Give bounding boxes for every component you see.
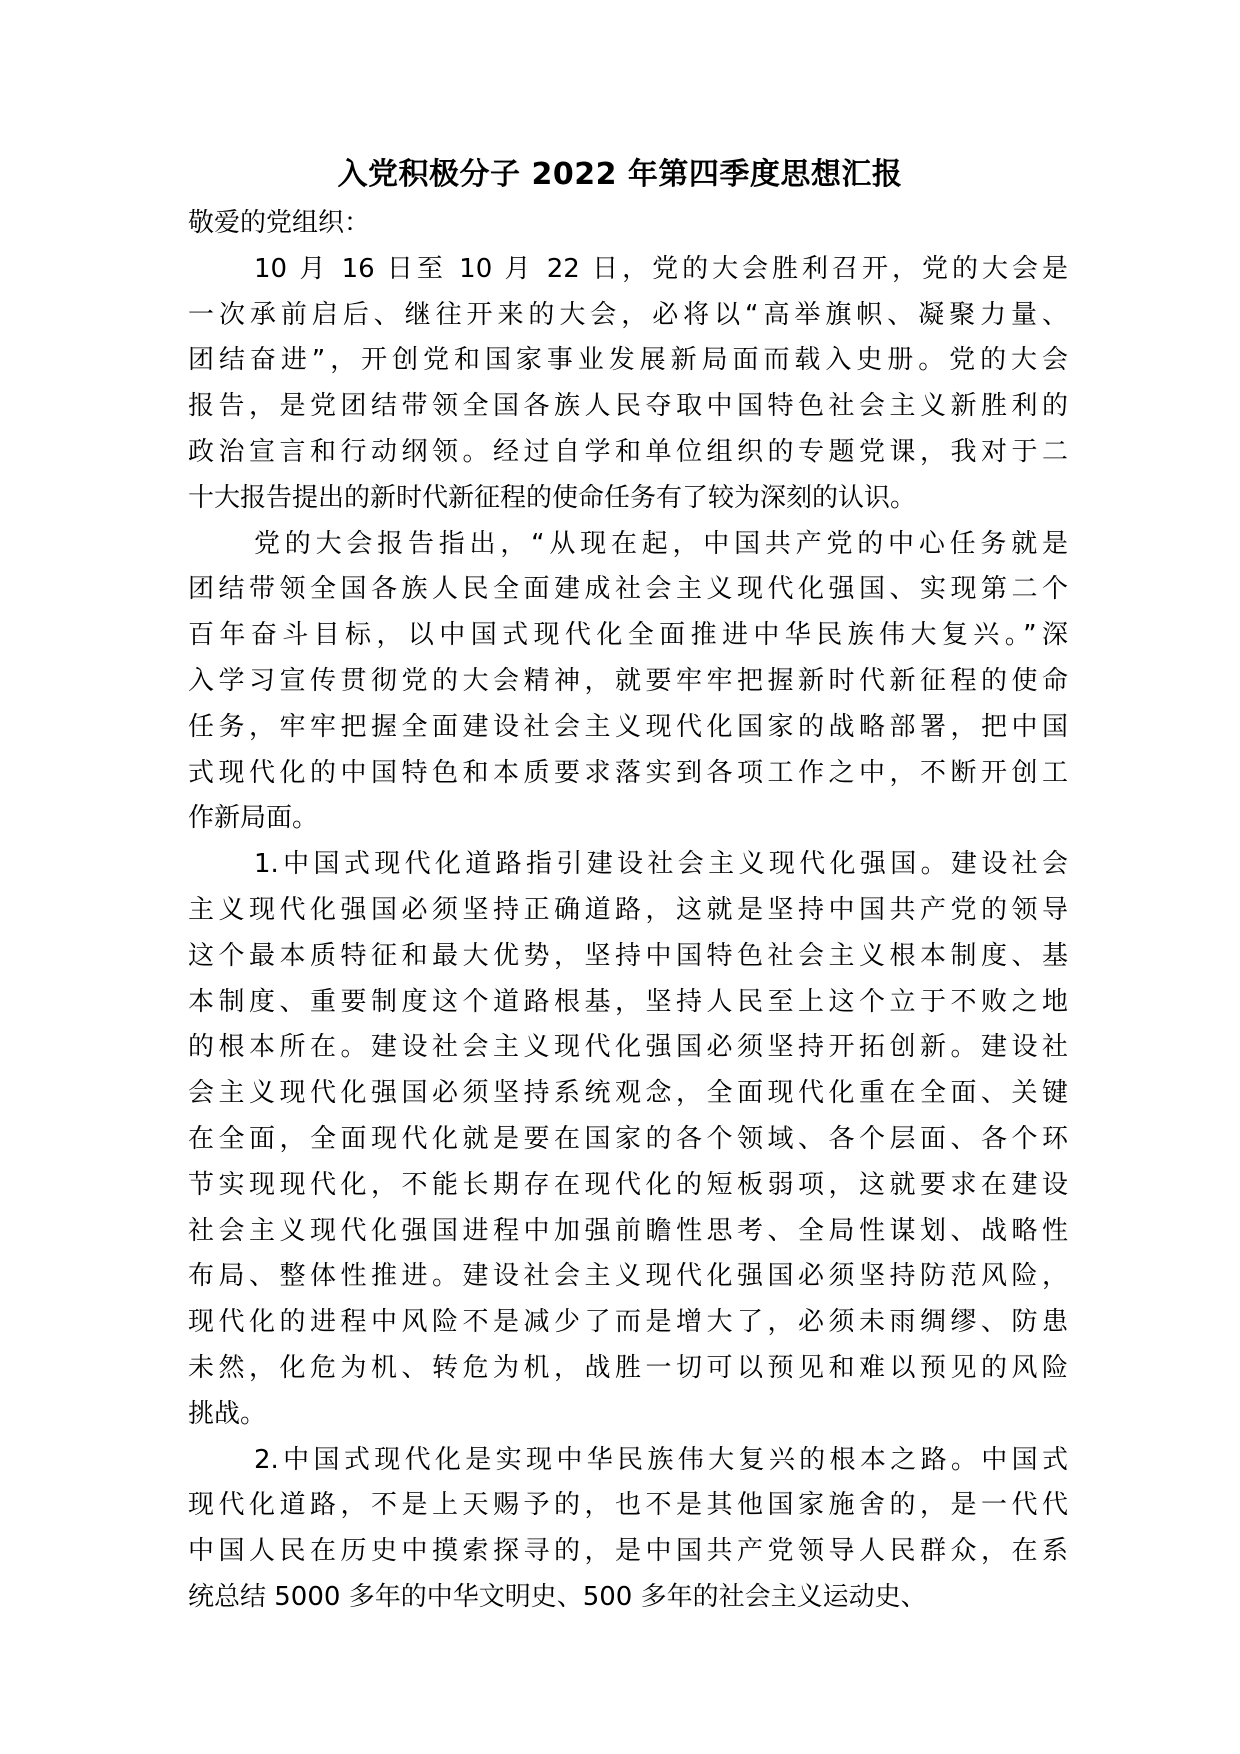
paragraph-line: 团结带领全国各族人民全面建成社会主义现代化强国、实现第二个	[188, 574, 1068, 605]
document-title: 入党积极分子 2022 年第四季度思想汇报	[337, 157, 903, 192]
paragraph-line: 主义现代化强国必须坚持正确道路，这就是坚持中国共产党的领导	[188, 894, 1068, 925]
paragraph-line: 1.中国式现代化道路指引建设社会主义现代化强国。建设社会	[254, 849, 1068, 880]
paragraph-line: 统总结 5000 多年的中华文明史、500 多年的社会主义运动史、	[188, 1581, 927, 1612]
paragraph-line: 现代化的进程中风险不是减少了而是增大了，必须未雨绸缪、防患	[188, 1307, 1068, 1338]
paragraph-line: 社会主义现代化强国进程中加强前瞻性思考、全局性谋划、战略性	[188, 1215, 1068, 1246]
paragraph-line: 百年奋斗目标，以中国式现代化全面推进中华民族伟大复兴。”深	[188, 620, 1068, 651]
paragraph-line: 这个最本质特征和最大优势，坚持中国特色社会主义根本制度、基	[188, 940, 1068, 971]
paragraph	[188, 842, 1068, 1437]
paragraph-line: 的根本所在。建设社会主义现代化强国必须坚持开拓创新。建设社	[188, 1032, 1068, 1063]
document-body	[188, 201, 1068, 1621]
paragraph-line: 团结奋进”，开创党和国家事业发展新局面而载入史册。党的大会	[188, 345, 1068, 376]
paragraph-line: 入学习宣传贯彻党的大会精神，就要牢牢把握新时代新征程的使命	[188, 665, 1068, 696]
paragraph-line: 节实现现代化，不能长期存在现代化的短板弱项，这就要求在建设	[188, 1169, 1068, 1200]
paragraph-line: 10 月 16 日至 10 月 22 日，党的大会胜利召开，党的大会是	[254, 253, 1068, 284]
paragraph-line: 2.中国式现代化是实现中华民族伟大复兴的根本之路。中国式	[254, 1444, 1068, 1475]
paragraph-line: 报告，是党团结带领全国各族人民夺取中国特色社会主义新胜利的	[188, 391, 1068, 422]
salutation: 敬爱的党组织：	[188, 208, 371, 238]
paragraph-line: 任务，牢牢把握全面建设社会主义现代化国家的战略部署，把中国	[188, 711, 1068, 742]
paragraph-line: 现代化道路，不是上天赐予的，也不是其他国家施舍的，是一代代	[188, 1490, 1068, 1521]
paragraph-line: 作新局面。	[188, 803, 319, 834]
paragraph	[188, 1438, 1068, 1621]
paragraph-line: 十大报告提出的新时代新征程的使命任务有了较为深刻的认识。	[188, 482, 917, 513]
paragraph-line: 政治宣言和行动纲领。经过自学和单位组织的专题党课，我对于二	[188, 436, 1068, 467]
paragraph-line: 党的大会报告指出，“从现在起，中国共产党的中心任务就是	[254, 528, 1068, 559]
paragraph-line: 未然，化危为机、转危为机，战胜一切可以预见和难以预见的风险	[188, 1352, 1068, 1383]
paragraph-line: 会主义现代化强国必须坚持系统观念，全面现代化重在全面、关键	[188, 1078, 1068, 1109]
paragraph	[188, 247, 1068, 522]
paragraph-line: 一次承前启后、继往开来的大会，必将以“高举旗帜、凝聚力量、	[188, 299, 1068, 330]
paragraph-line: 本制度、重要制度这个道路根基，坚持人民至上这个立于不败之地	[188, 986, 1068, 1017]
paragraph-line: 布局、整体性推进。建设社会主义现代化强国必须坚持防范风险，	[188, 1261, 1068, 1292]
paragraph-line: 中国人民在历史中摸索探寻的，是中国共产党领导人民群众，在系	[188, 1536, 1068, 1567]
paragraph	[188, 522, 1068, 843]
paragraph-line: 挑战。	[188, 1398, 267, 1429]
paragraph-line: 在全面，全面现代化就是要在国家的各个领域、各个层面、各个环	[188, 1123, 1068, 1154]
paragraph-line: 式现代化的中国特色和本质要求落实到各项工作之中，不断开创工	[188, 757, 1068, 788]
